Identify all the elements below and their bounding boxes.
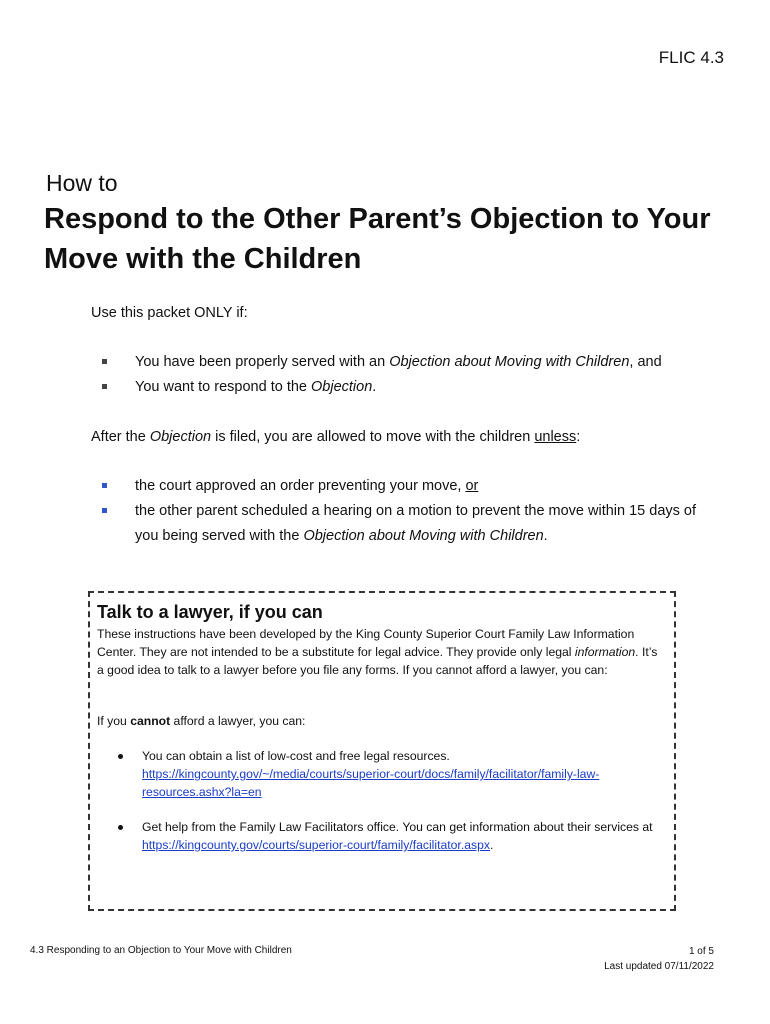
page-title: Respond to the Other Parent’s Objection to Your Move with the Children — [44, 203, 711, 275]
lawyer-box-heading: Talk to a lawyer, if you can — [97, 602, 323, 622]
item-text-end: . — [372, 379, 377, 395]
resource-text: You can obtain a list of low-cost and free legal resources. — [142, 749, 450, 763]
form-id: FLIC 4.3 — [658, 48, 724, 67]
statement-text: After the — [91, 429, 150, 445]
after-objection-statement — [91, 429, 580, 445]
legal-resources-link[interactable]: https://kingcounty.gov/~/media/courts/superior-court/docs/family/facilitator/family-law-resources.ashx?la=en — [142, 767, 600, 799]
facilitator-text-end: . — [489, 838, 494, 852]
bullet-icon — [118, 825, 123, 830]
square-bullet-icon — [102, 359, 107, 364]
list-item — [100, 350, 662, 375]
bullet-icon — [118, 754, 123, 759]
if-emphasis: cannot — [130, 714, 171, 728]
item-form-name: Objection about Moving with Children — [389, 354, 630, 370]
list-item — [100, 375, 662, 400]
statement-form-name: Objection — [149, 429, 212, 445]
statement-emphasis: unless — [534, 429, 577, 445]
lawyer-box-paragraph — [97, 625, 667, 679]
exceptions-list — [100, 474, 700, 549]
if-text-end: afford a lawyer, you can: — [170, 714, 306, 728]
item-text-end: , and — [629, 354, 662, 370]
list-item — [100, 499, 700, 549]
footer-page-info — [604, 944, 714, 974]
facilitator-link[interactable]: https://kingcounty.gov/courts/superior-court/family/facilitator.aspx — [142, 838, 490, 852]
footer-document-title: 4.3 Responding to an Objection to Your Move with Children — [30, 945, 292, 956]
statement-text-middle: is filed, you are allowed to move with the children — [211, 429, 535, 445]
usage-intro: Use this packet ONLY if: — [91, 305, 248, 321]
square-bullet-icon — [102, 508, 107, 513]
paragraph-text-end: . It’s a good idea to talk to a lawyer before you file any forms. If you cannot afford a lawyer, you can: — [97, 645, 658, 677]
list-item — [118, 747, 666, 801]
lawyer-box-if-line — [97, 712, 667, 730]
item-text-end: . — [543, 528, 548, 544]
item-form-name: Objection about Moving with Children — [303, 528, 544, 544]
if-text: If you — [97, 714, 131, 728]
list-item — [100, 474, 700, 499]
list-item — [118, 818, 666, 854]
item-text: the other parent scheduled a hearing on a motion to prevent the move within 15 days of you being served with the — [135, 503, 697, 544]
paragraph-emphasis: information — [574, 645, 636, 659]
item-text: You have been properly served with an — [135, 354, 390, 370]
usage-conditions-list — [100, 350, 662, 400]
statement-text-end: : — [576, 429, 581, 445]
facilitator-text: Get help from the Family Law Facilitators office. You can get information about their services at — [142, 820, 653, 834]
paragraph-text: These instructions have been developed by the King County Superior Court Family Law Information Center. They are not intended to be a substitute for legal advice. They provide only legal — [97, 627, 635, 659]
square-bullet-icon — [102, 483, 107, 488]
item-emphasis: or — [465, 478, 479, 494]
item-text: You want to respond to the — [135, 379, 312, 395]
item-form-name: Objection — [311, 379, 373, 395]
page-number: 1 of 5 — [688, 946, 714, 957]
item-text: the court approved an order preventing your move, — [135, 478, 466, 494]
square-bullet-icon — [102, 384, 107, 389]
title-prefix: How to — [46, 170, 118, 196]
last-updated: Last updated 07/11/2022 — [604, 961, 714, 972]
